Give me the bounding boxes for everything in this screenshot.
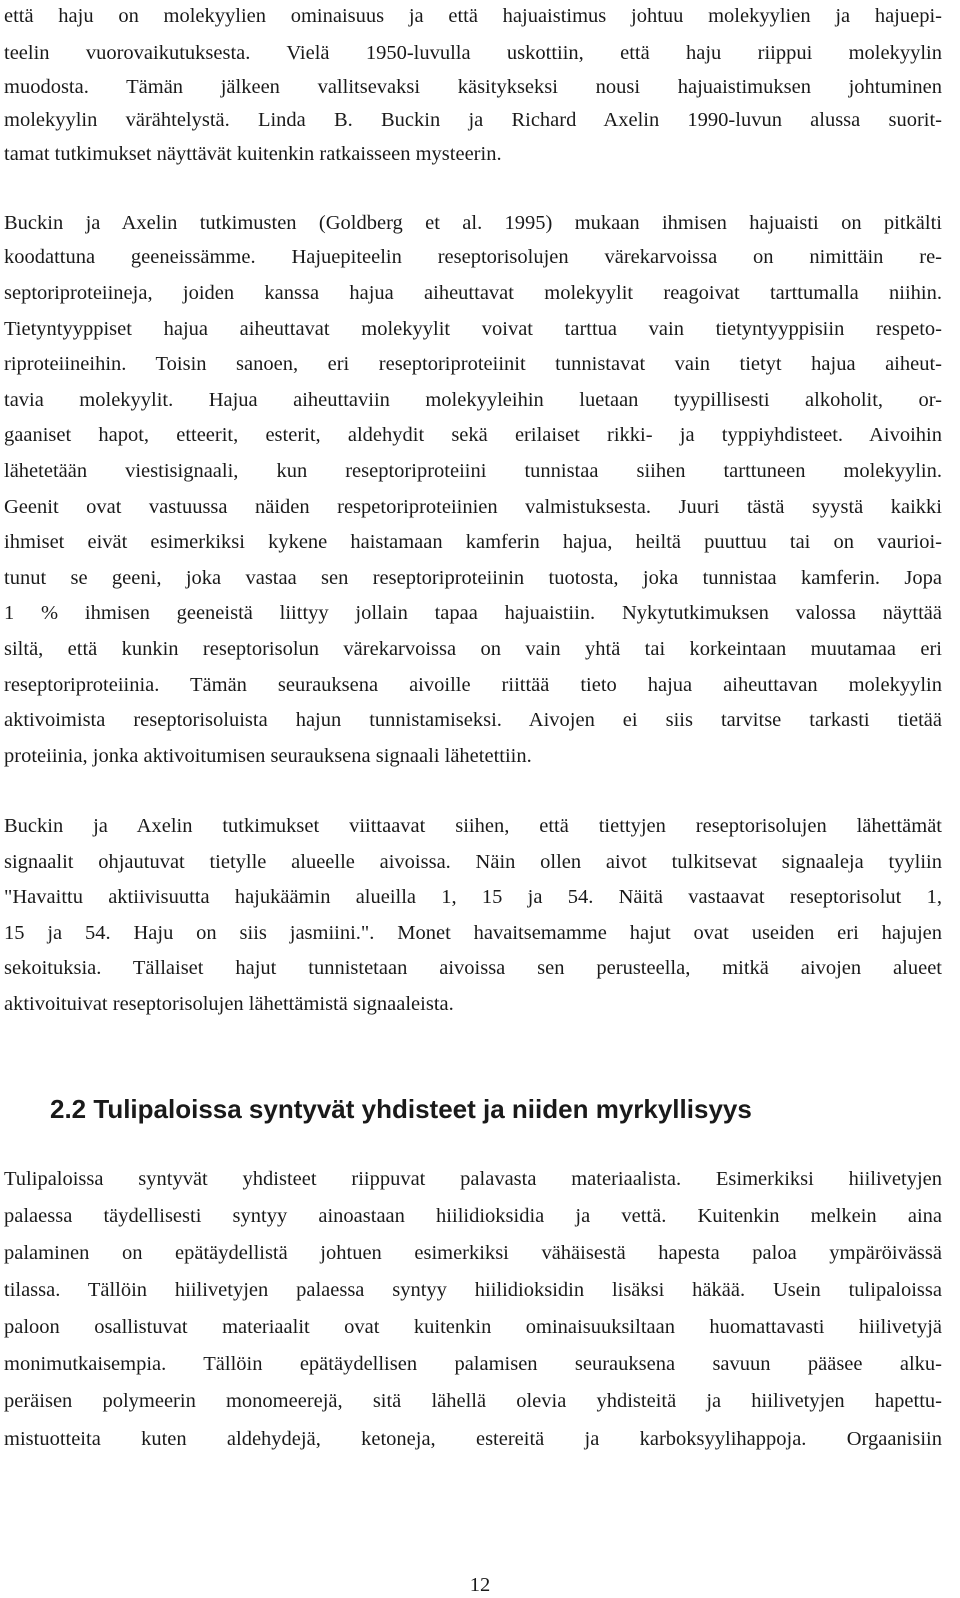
text-line: Buckin ja Axelin tutkimusten (Goldberg et al. 1995) mukaan ihmisen hajuaisti on pitkälti [4, 212, 942, 234]
text-line: signaalit ohjautuvat tietylle alueelle aivoissa. Näin ollen aivot tulkitsevat signaaleja tyyliin [4, 851, 942, 873]
text-line: että haju on molekyylien ominaisuus ja että hajuaistimus johtuu molekyylien ja hajuepi- [4, 5, 942, 27]
text-line: palaessa täydellisesti syntyy ainoastaan hiilidioksidia ja vettä. Kuitenkin melkein aina [4, 1205, 942, 1227]
text-line: aktivoimista reseptorisoluista hajun tunnistamiseksi. Aivojen ei siis tarvitse tarkasti tietää [4, 709, 942, 731]
page-number: 12 [469, 1574, 491, 1596]
text-line: tunut se geeni, joka vastaa sen reseptoriproteiinin tuotosta, joka tunnistaa kamferin. Jopa [4, 567, 942, 589]
text-line: 1 % ihmisen geeneistä liittyy jollain tapaa hajuaistiin. Nykytutkimuksen valossa näyttää [4, 602, 942, 624]
text-line: peräisen polymeerin monomeerejä, sitä lähellä olevia yhdisteitä ja hiilivetyjen hapettu- [4, 1390, 942, 1412]
text-line: koodattuna geeneissämme. Hajuepiteelin reseptorisolujen värekarvoissa on nimittäin re- [4, 246, 942, 268]
text-line: Tietyntyyppiset hajua aiheuttavat molekyylit voivat tarttua vain tietyntyyppisiin respeto- [4, 318, 942, 340]
text-line: 15 ja 54. Haju on siis jasmiini.". Monet havaitsemamme hajut ovat useiden eri hajujen [4, 922, 942, 944]
text-line: monimutkaisempia. Tällöin epätäydellisen palamisen seurauksena savuun pääsee alku- [4, 1353, 942, 1375]
text-line: tilassa. Tällöin hiilivetyjen palaessa syntyy hiilidioksidin lisäksi häkää. Usein tulipaloissa [4, 1279, 942, 1301]
text-line: "Havaittu aktiivisuutta hajukäämin alueilla 1, 15 ja 54. Näitä vastaavat reseptorisolut 1, [4, 886, 942, 908]
text-line: proteiinia, jonka aktivoitumisen seurauksena signaali lähetettiin. [4, 745, 532, 767]
text-line: sekoituksia. Tällaiset hajut tunnistetaan aivoissa sen perusteella, mitkä aivojen alueet [4, 957, 942, 979]
text-line: reseptoriproteiinia. Tämän seurauksena aivoille riittää tieto hajua aiheuttavan molekyylin [4, 674, 942, 696]
text-line: ihmiset eivät esimerkiksi kykene haistamaan kamferin hajua, heiltä puuttuu tai on vaurioi- [4, 531, 942, 553]
text-line: gaaniset hapot, etteerit, esterit, aldehydit sekä erilaiset rikki- ja typpiyhdisteet. Aivoihin [4, 424, 942, 446]
text-line: aktivoituivat reseptorisolujen lähettämistä signaaleista. [4, 993, 454, 1015]
text-line: riproteiineihin. Toisin sanoen, eri reseptoriproteiinit tunnistavat vain tietyt hajua aiheut- [4, 353, 942, 375]
text-line: tamat tutkimukset näyttävät kuitenkin ratkaisseen mysteerin. [4, 143, 502, 165]
text-line: palaminen on epätäydellistä johtuen esimerkiksi vähäisestä hapesta paloa ympäröivässä [4, 1242, 942, 1264]
text-line: siltä, että kunkin reseptorisolun värekarvoissa on vain yhtä tai korkeintaan muutamaa eri [4, 638, 942, 660]
text-line: septoriproteiineja, joiden kanssa hajua aiheuttavat molekyylit reagoivat tarttumalla niihin. [4, 282, 942, 304]
text-line: Tulipaloissa syntyvät yhdisteet riippuvat palavasta materiaalista. Esimerkiksi hiilivetyjen [4, 1168, 942, 1190]
text-line: mistuotteita kuten aldehydejä, ketoneja, estereitä ja karboksyylihappoja. Orgaanisiin [4, 1428, 942, 1450]
text-line: lähetetään viestisignaali, kun reseptoriproteiini tunnistaa siihen tarttuneen molekyylin. [4, 460, 942, 482]
text-line: paloon osallistuvat materiaalit ovat kuitenkin ominaisuuksiltaan huomattavasti hiilivetyjä [4, 1316, 942, 1338]
text-line: teelin vuorovaikutuksesta. Vielä 1950-luvulla uskottiin, että haju riippui molekyylin [4, 42, 942, 64]
text-line: tavia molekyylit. Hajua aiheuttaviin molekyyleihin luetaan tyypillisesti alkoholit, or- [4, 389, 942, 411]
text-line: Buckin ja Axelin tutkimukset viittaavat siihen, että tiettyjen reseptorisolujen lähettämät [4, 815, 942, 837]
text-line: Geenit ovat vastuussa näiden respetoriproteiinien valmistuksesta. Juuri tästä syystä kaikki [4, 496, 942, 518]
text-line: muodosta. Tämän jälkeen vallitsevaksi käsitykseksi nousi hajuaistimuksen johtuminen [4, 76, 942, 98]
text-line: molekyylin värähtelystä. Linda B. Buckin ja Richard Axelin 1990-luvun alussa suorit- [4, 109, 942, 131]
section-heading: 2.2 Tulipaloissa syntyvät yhdisteet ja niiden myrkyllisyys [50, 1094, 752, 1124]
